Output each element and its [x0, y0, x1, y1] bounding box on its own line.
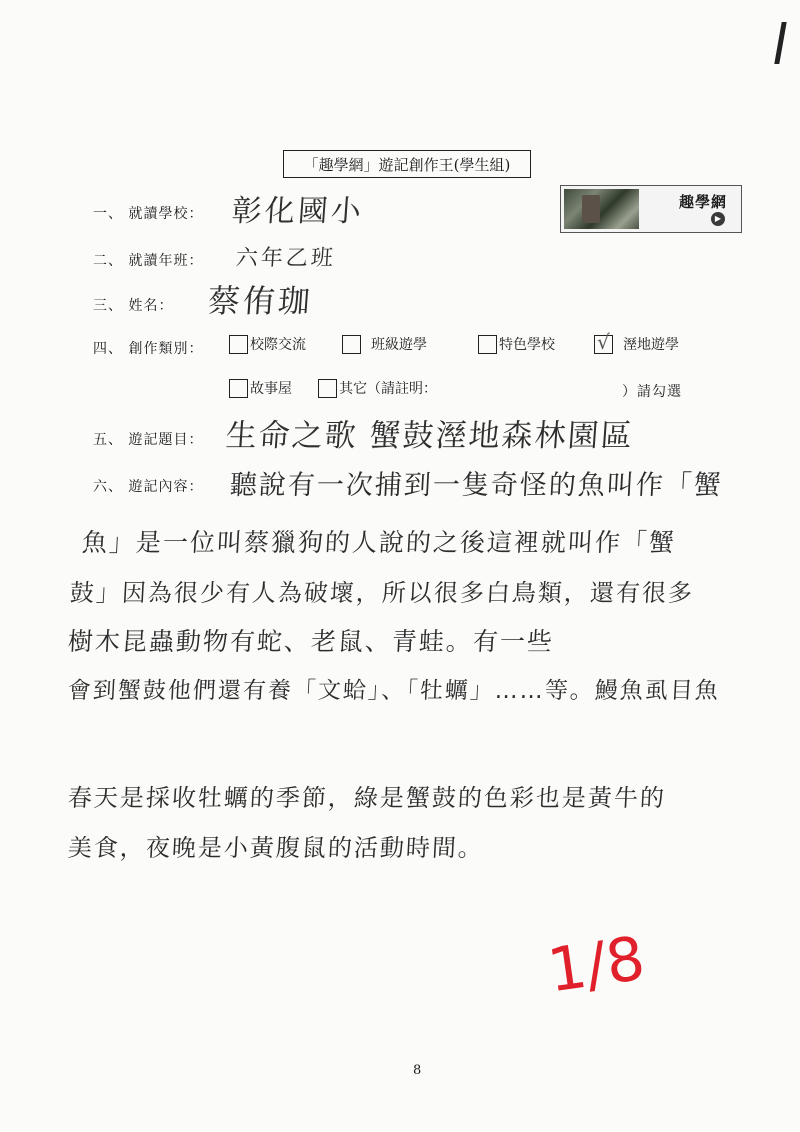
checkbox[interactable] — [478, 335, 497, 354]
checkbox[interactable] — [318, 379, 337, 398]
category-option-label: 特色學校 — [499, 337, 555, 353]
category-option-3[interactable] — [478, 334, 555, 354]
grade-value: 六年乙班 — [234, 246, 337, 271]
form-title: 「趣學網」遊記創作王(學生組) — [283, 150, 531, 178]
check-mark-icon: √ — [597, 329, 610, 354]
content-line-5: 會到蟹鼓他們還有養「文蛤」、「牡蠣」……等。鰻魚虱目魚 — [67, 678, 721, 704]
category-option-5[interactable] — [229, 378, 292, 398]
content-line-4: 樹木昆蟲動物有蛇、老鼠、青蛙。有一些 — [67, 627, 555, 656]
grade-label: 二、 就讀年班： — [93, 253, 204, 269]
content-line-6: 春天是採收牡蠣的季節，綠是蟹鼓的色彩也是黃牛的 — [67, 784, 667, 812]
corner-mark — [774, 22, 786, 64]
name-label: 三、 姓名： — [93, 298, 174, 314]
grade-mark: 1/8 — [543, 923, 649, 1007]
school-label: 一、 就讀學校： — [93, 206, 204, 222]
logo-text: 趣學網 — [678, 193, 727, 211]
checkbox[interactable] — [229, 335, 248, 354]
category-option-4[interactable] — [594, 329, 679, 354]
checkbox[interactable] — [342, 335, 361, 354]
topic-value: 生命之歌 蟹鼓溼地森林園區 — [224, 418, 635, 454]
logo-photo — [564, 189, 639, 229]
category-option-2[interactable] — [342, 334, 427, 354]
category-option-label: 故事屋 — [250, 381, 292, 397]
page-number: 8 — [413, 1063, 422, 1078]
category-option-label: 其它（請註明： — [339, 381, 437, 397]
content-line-7: 美食，夜晚是小黃腹鼠的活動時間。 — [67, 834, 485, 862]
name-value: 蔡侑珈 — [206, 282, 315, 320]
category-option-6[interactable] — [318, 378, 437, 398]
category-label: 四、 創作類別： — [93, 341, 204, 357]
content-line-2: 魚」是一位叫蔡獵狗的人說的之後這裡就叫作「蟹 — [81, 528, 677, 557]
category-option-label: 班級遊學 — [371, 337, 427, 353]
site-logo[interactable] — [560, 185, 742, 233]
content-line-1: 聽說有一次捕到一隻奇怪的魚叫作「蟹 — [229, 470, 724, 501]
category-note: ）請勾選 — [622, 384, 682, 400]
checkbox[interactable] — [229, 379, 248, 398]
category-option-1[interactable] — [229, 334, 306, 354]
content-label: 六、 遊記內容： — [93, 479, 204, 495]
category-option-label: 校際交流 — [250, 337, 306, 353]
topic-label: 五、 遊記題目： — [93, 432, 204, 448]
checkbox-checked[interactable] — [594, 329, 613, 354]
category-option-label: 溼地遊學 — [623, 337, 679, 353]
play-icon[interactable]: ▶ — [711, 212, 725, 226]
content-line-3: 鼓」因為很少有人為破壞，所以很多白鳥類，還有很多 — [69, 579, 695, 607]
school-value: 彰化國小 — [230, 194, 365, 229]
